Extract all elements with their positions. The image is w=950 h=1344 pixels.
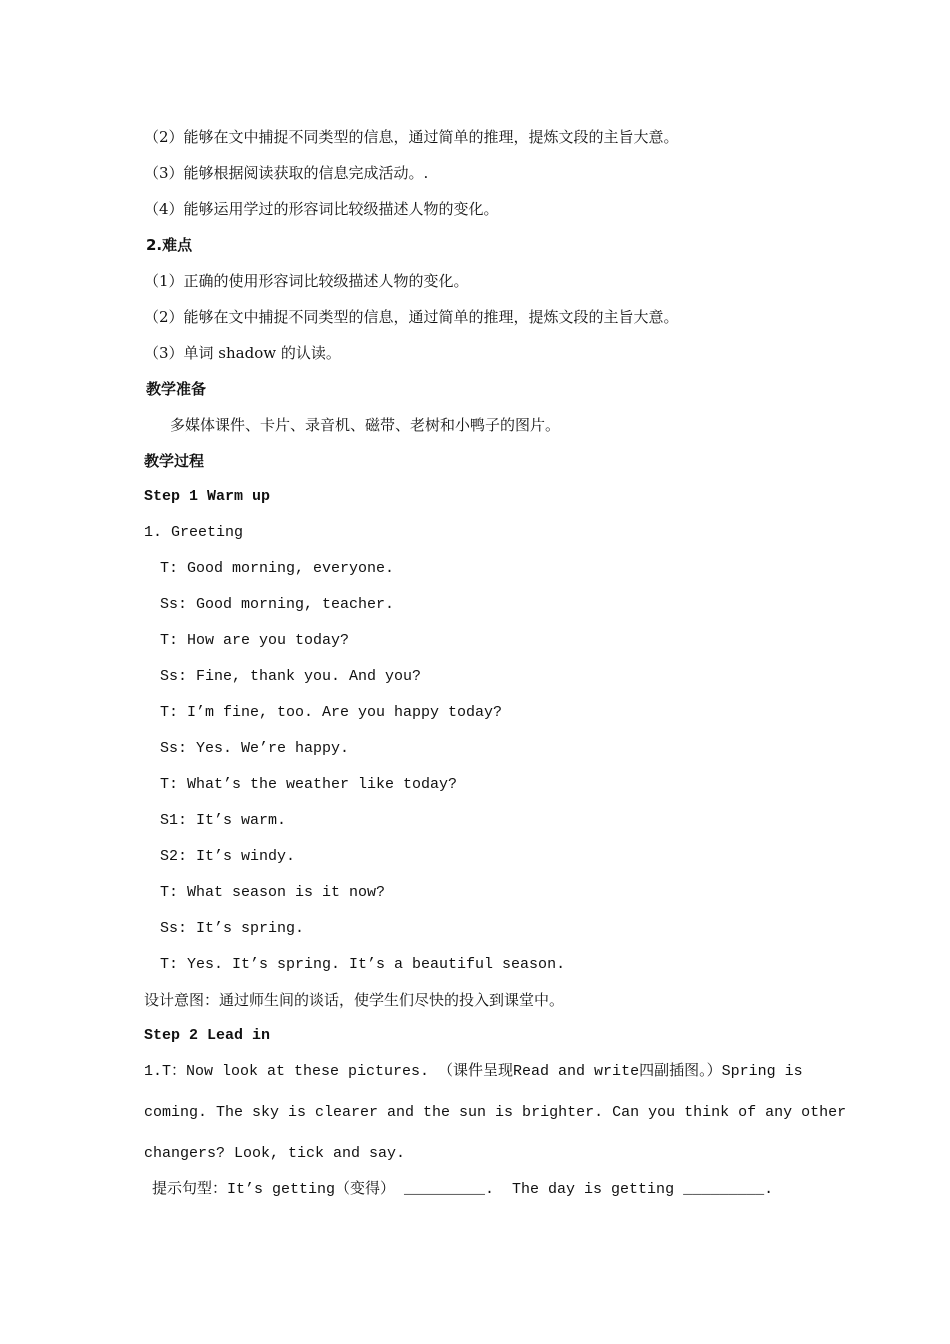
step2-line-2: coming. The sky is clearer and the sun is brighter. Can you think of any other bbox=[144, 1104, 847, 1121]
process-heading: 教学过程 bbox=[144, 452, 205, 470]
dialogue-line: T: What season is it now? bbox=[160, 884, 386, 901]
step1-sub: 1. Greeting bbox=[144, 524, 244, 541]
step2-hint: 提示句型：It’s getting（变得） _________. The day is getting _________. bbox=[152, 1181, 774, 1198]
dialogue-line: Ss: It’s spring. bbox=[160, 920, 305, 937]
dialogue-line: T: What’s the weather like today? bbox=[160, 776, 458, 793]
goal-item-3: （3）能够根据阅读获取的信息完成活动。. bbox=[144, 164, 429, 182]
preparation-heading: 教学准备 bbox=[146, 380, 207, 398]
dialogue-line: T: Good morning, everyone. bbox=[160, 560, 395, 577]
dialogue-line: T: How are you today? bbox=[160, 632, 350, 649]
difficulty-item-1: （1）正确的使用形容词比较级描述人物的变化。 bbox=[144, 272, 469, 290]
goal-item-2: （2）能够在文中捕捉不同类型的信息，通过简单的推理，提炼文段的主旨大意。 bbox=[144, 128, 679, 146]
dialogue-line: Ss: Good morning, teacher. bbox=[160, 596, 395, 613]
step1-title: Step 1 Warm up bbox=[144, 488, 271, 505]
dialogue-line: S2: It’s windy. bbox=[160, 848, 296, 865]
step1-intent: 设计意图：通过师生间的谈话，使学生们尽快的投入到课堂中。 bbox=[144, 991, 565, 1009]
step2-line-1: 1.T：Now look at these pictures. （课件呈现Read and write四副插图。）Spring is bbox=[144, 1063, 803, 1080]
difficulty-item-3: （3）单词 shadow 的认读。 bbox=[144, 344, 341, 362]
step2-line-3: changers? Look, tick and say. bbox=[144, 1145, 406, 1162]
step2-title: Step 2 Lead in bbox=[144, 1027, 271, 1044]
dialogue-line: Ss: Yes. We’re happy. bbox=[160, 740, 350, 757]
dialogue-line: Ss: Fine, thank you. And you? bbox=[160, 668, 422, 685]
preparation-text: 多媒体课件、卡片、录音机、磁带、老树和小鸭子的图片。 bbox=[170, 416, 561, 434]
dialogue-line: T: I’m fine, too. Are you happy today? bbox=[160, 704, 503, 721]
goal-item-4: （4）能够运用学过的形容词比较级描述人物的变化。 bbox=[144, 200, 499, 218]
difficulty-item-2: （2）能够在文中捕捉不同类型的信息，通过简单的推理，提炼文段的主旨大意。 bbox=[144, 308, 679, 326]
dialogue-line: T: Yes. It’s spring. It’s a beautiful season. bbox=[160, 956, 566, 973]
dialogue-line: S1: It’s warm. bbox=[160, 812, 287, 829]
difficulties-heading: 2.难点 bbox=[146, 236, 193, 254]
